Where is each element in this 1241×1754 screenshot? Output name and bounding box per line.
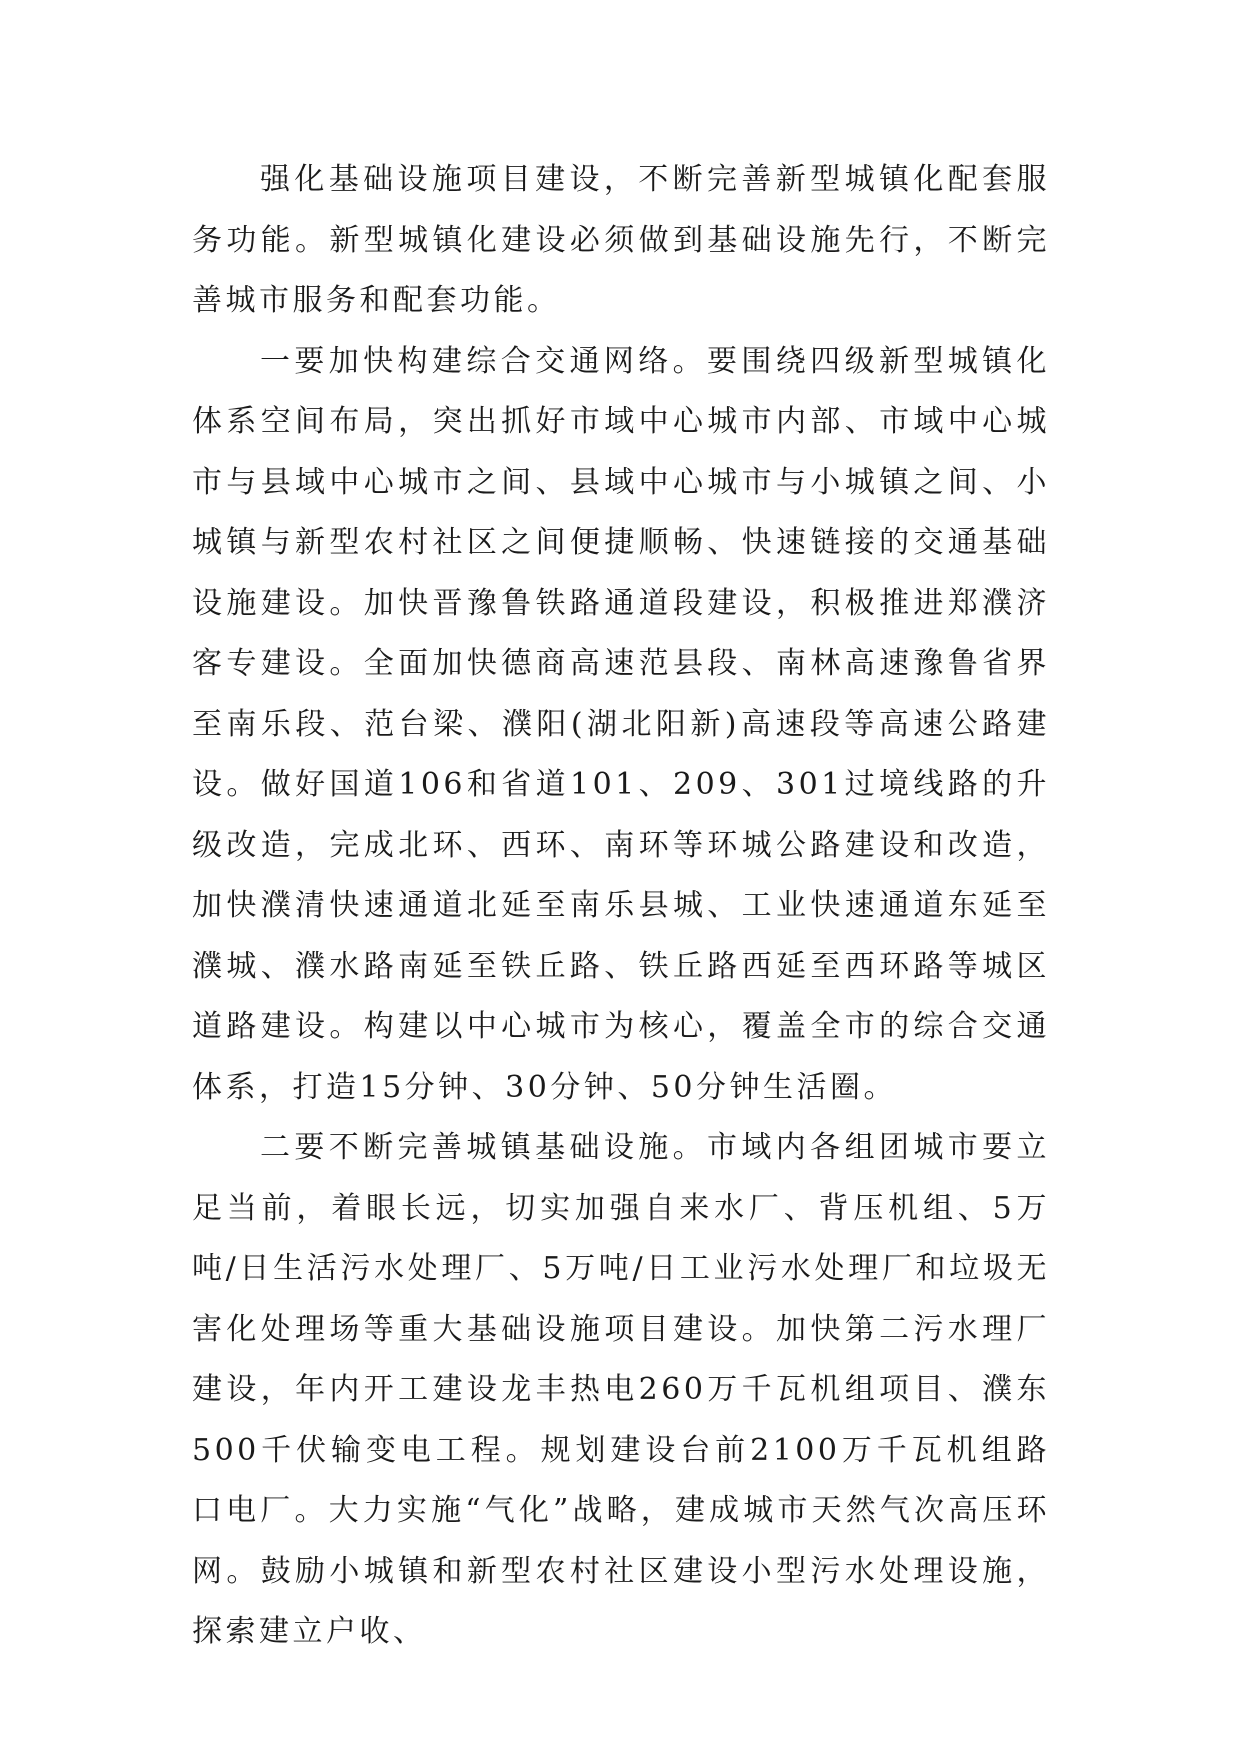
paragraph-urban-infrastructure: 二要不断完善城镇基础设施。市域内各组团城市要立足当前，着眼长远，切实加强自来水厂、背压机组、5万吨/日生活污水处理厂、5万吨/日工业污水处理厂和垃圾无害化处理场等重大基础设施项目建设。加快第二污水理厂建设，年内开工建设龙丰热电260万千瓦机组项目、濮东500千伏输变电工程。规划建设台前2100万千瓦机组路口电厂。大力实施“气化”战略，建成城市天然气次高压环网。鼓励小城镇和新型农村社区建设小型污水处理设施，探索建立户收、 <box>192 1130 1050 1649</box>
paragraph-infrastructure-intro: 强化基础设施项目建设，不断完善新型城镇化配套服务功能。新型城镇化建设必须做到基础设施先行，不断完善城市服务和配套功能。 <box>192 162 1050 318</box>
document-body <box>192 150 1050 1663</box>
paragraph-transport-network: 一要加快构建综合交通网络。要围绕四级新型城镇化体系空间布局，突出抓好市域中心城市内部、市域中心城市与县域中心城市之间、县域中心城市与小城镇之间、小城镇与新型农村社区之间便捷顺畅、快速链接的交通基础设施建设。加快晋豫鲁铁路通道段建设，积极推进郑濮济客专建设。全面加快德商高速范县段、南林高速豫鲁省界至南乐段、范台梁、濮阳(湖北阳新)高速段等高速公路建设。做好国道106和省道101、209、301过境线路的升级改造，完成北环、西环、南环等环城公路建设和改造，加快濮清快速通道北延至南乐县城、工业快速通道东延至濮城、濮水路南延至铁丘路、铁丘路西延至西环路等城区道路建设。构建以中心城市为核心，覆盖全市的综合交通体系，打造15分钟、30分钟、50分钟生活圈。 <box>192 343 1050 1105</box>
